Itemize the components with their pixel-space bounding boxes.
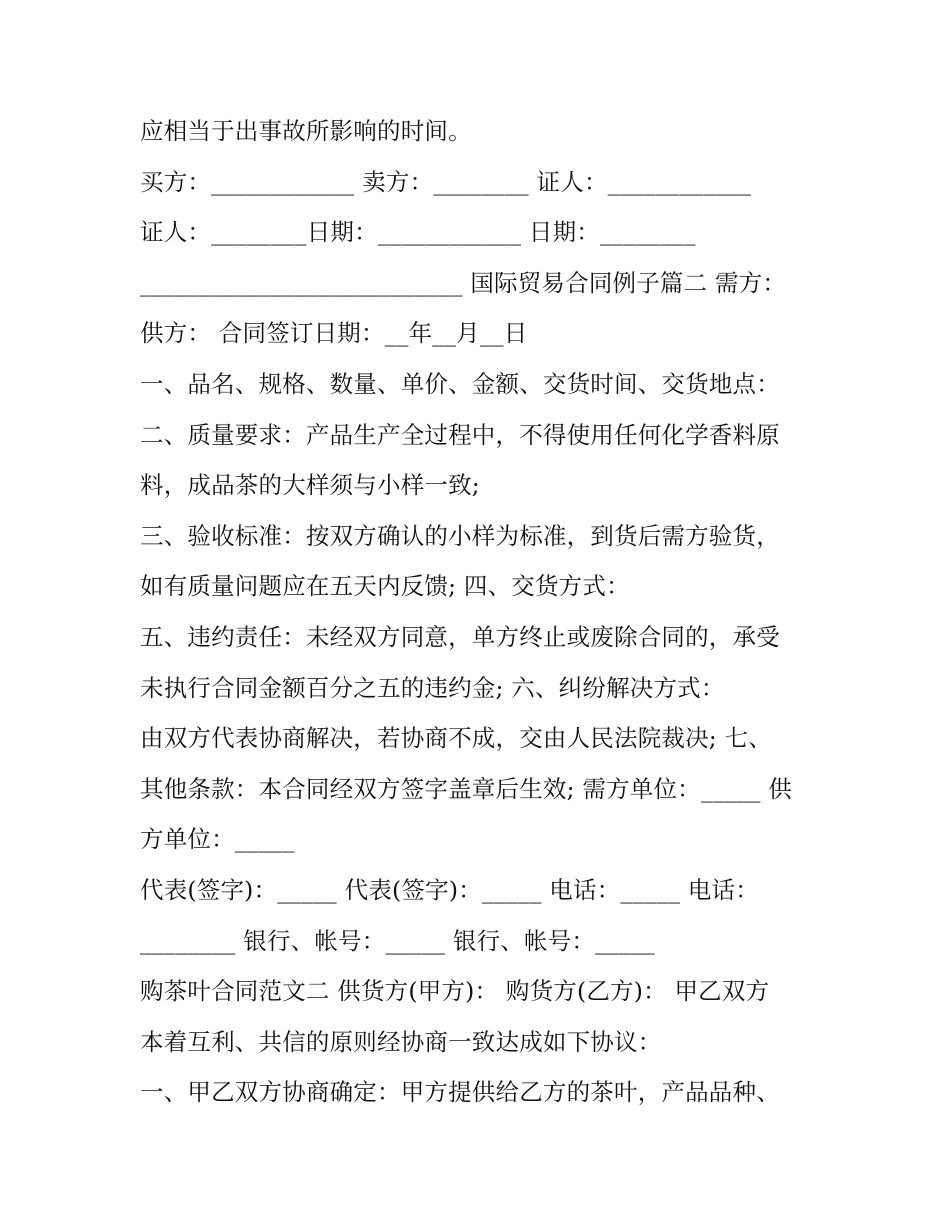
text-line: ___________________________ 国际贸易合同例子篇二 需方： [140,268,787,297]
text-line: 方单位：_____ [140,825,295,854]
text-line: 买方：____________ 卖方：________ 证人：____________ [140,167,752,196]
text-line: 其他条款：本合同经双方签字盖章后生效; 需方单位：_____ 供 [140,774,793,803]
text-line: 二、质量要求：产品生产全过程中，不得使用任何化学香料原 [140,420,780,449]
text-line: 由双方代表协商解决，若协商不成，交由人民法院裁决; 七、 [140,724,772,753]
text-line: 料，成品茶的大样须与小样一致; [140,471,480,500]
text-line: 三、验收标准：按双方确认的小样为标准，到货后需方验货， [140,521,780,550]
text-line: 代表(签字)：_____ 代表(签字)：_____ 电话：_____ 电话： [140,875,759,904]
text-line: 一、品名、规格、数量、单价、金额、交货时间、交货地点： [140,369,780,398]
text-line: 购茶叶合同范文二 供货方(甲方)： 购货方(乙方)： 甲乙双方 [140,977,770,1006]
text-line: 未执行合同金额百分之五的违约金; 六、纠纷解决方式： [140,673,725,702]
document-body [140,106,820,1118]
text-line: 应相当于出事故所影响的时间。 [140,117,472,145]
text-line: 供方： 合同签订日期：__年__月__日 [140,319,528,348]
text-line: ________ 银行、帐号：_____ 银行、帐号：_____ [140,926,655,955]
text-line: 五、违约责任：未经双方同意，单方终止或废除合同的，承受 [140,622,780,651]
text-line: 一、甲乙双方协商确定：甲方提供给乙方的茶叶，产品品种、 [140,1078,780,1107]
text-line: 证人：________日期：____________ 日期：________ [140,218,696,247]
text-line: 本着互利、共信的原则经协商一致达成如下协议： [140,1027,662,1056]
text-line: 如有质量问题应在五天内反馈; 四、交货方式： [140,572,630,601]
